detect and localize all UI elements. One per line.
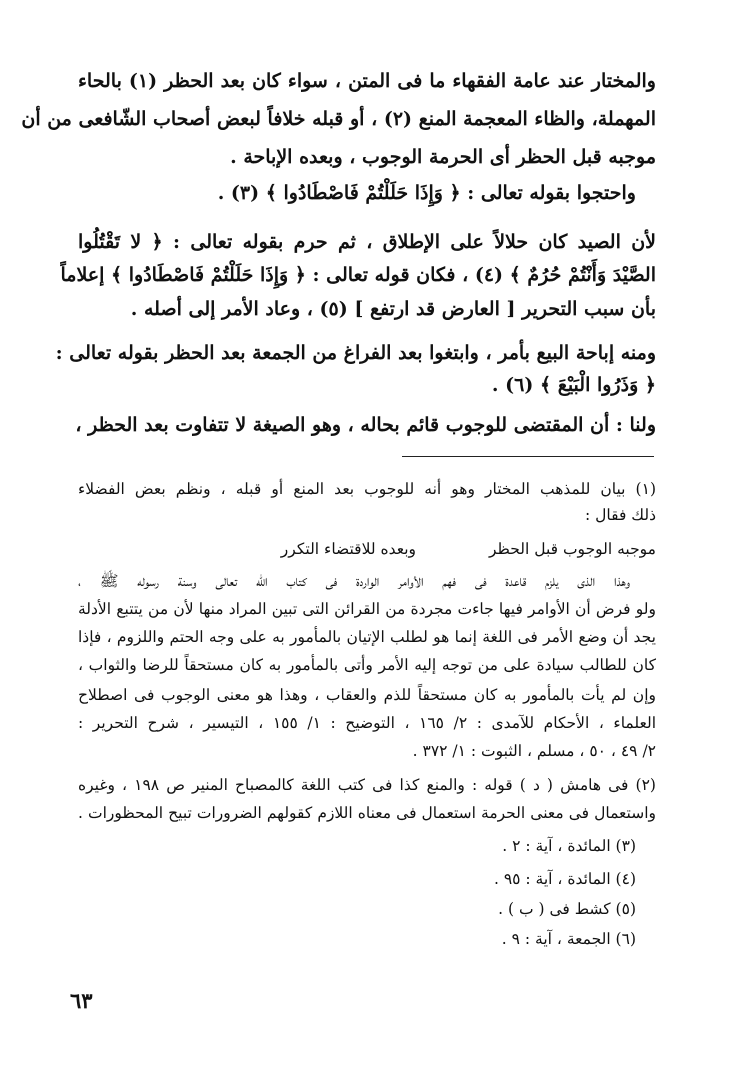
page-number: ٦٣ (70, 988, 93, 1013)
main-line-2: المهملة، والظاء المعجمة المنع (٢) ، أو قبله خلافاً لبعض أصحاب الشّافعى من أن (21, 108, 656, 130)
main-line-6: الصَّيْدَ وَأَنْتُمْ حُرُمٌ ﴾ (٤) ، فكان قوله تعالى : ﴿ وَإِذَا حَلَلْتُمْ فَاصْطَادُوا ﴾ إعلاماً (60, 264, 656, 286)
footnote-line-5: يجد أن وضع الأمر فى اللغة إنما هو لطلب الإتيان بالمأمور به على وجه الحتم واللزوم ، فإذا (78, 628, 656, 646)
footnote-line-4: ولو فرض أن الأوامر فيها جاءت مجردة من القرائن التى تبين المراد منها لأن من يتتبع الأدلة (78, 600, 656, 618)
main-line-1: والمختار عند عامة الفقهاء ما فى المتن ، سواء كان بعد الحظر (١) بالحاء (78, 70, 656, 92)
main-line-7: بأن سبب التحرير [ العارض قد ارتفع ] (٥) ، وعاد الأمر إلى أصله . (130, 298, 656, 320)
main-line-3: موجبه قبل الحظر أى الحرمة الوجوب ، وبعده الإباحة . (230, 146, 656, 168)
main-line-9-verse: ﴿ وَذَرُوا الْبَيْعَ ﴾ (٦) . (491, 374, 656, 396)
footnote-line-8: العلماء ، الأحكام للآمدى : ٢/ ١٦٥ ، التوضيح : ١/ ١٥٥ ، التيسير ، شرح التحرير : (78, 714, 657, 732)
footnote-separator (402, 456, 654, 457)
footnote-line-9: ٢/ ٤٩ ، ٥٠ ، مسلم ، الثبوت : ١/ ٣٧٢ . (412, 742, 656, 760)
footnote-line-14: (٥) كشط فى ( ب ) . (498, 900, 636, 918)
footnote-line-15: (٦) الجمعة ، آية : ٩ . (501, 930, 636, 948)
footnote-line-3: وهذا الذى يلزم قاعدة فى فهم الأوامر الواردة فى كتاب الله تعالى وسنة رسوله ﷺ ، (78, 572, 630, 590)
main-line-8: ومنه إباحة البيع بأمر ، وابتغوا بعد الفراغ من الجمعة بعد الحظر بقوله تعالى : (55, 342, 656, 364)
footnote-line-13: (٤) المائدة ، آية : ٩٥ . (493, 870, 636, 888)
main-line-5: لأن الصيد كان حلالاً على الإطلاق ، ثم حرم بقوله تعالى : ﴿ لا تَقْتُلُوا (78, 231, 656, 253)
footnote-line-2: ذلك فقال : (585, 506, 656, 524)
poem-left-hemistich: وبعده للاقتضاء التكرر (280, 540, 416, 558)
main-line-10: ولنا : أن المقتضى للوجوب قائم بحاله ، وهو الصيغة لا تتفاوت بعد الحظر ، (75, 414, 656, 436)
footnote-line-10: (٢) فى هامش ( د ) قوله : والمنع كذا فى كتب اللغة كالمصباح المنير ص ١٩٨ ، وغيره (78, 776, 656, 794)
footnote-line-11: واستعمال فى معنى الحرمة استعمال فى معناه اللازم كقولهم الضرورات تبيح المحظورات . (78, 804, 656, 822)
footnote-line-1: (١) بيان للمذهب المختار وهو أنه للوجوب بعد المنع أو قبله ، ونظم بعض الفضلاء (78, 480, 656, 498)
footnote-line-7: وإن لم يأت بالمأمور به كان مستحقاً للذم والعقاب ، وهذا هو معنى الوجوب فى اصطلاح (78, 686, 656, 704)
footnote-line-6: كان للطالب سيادة على من توجه إليه الأمر وأتى بالمأمور به كان مستحقاً للرضا والثواب ، (78, 656, 656, 674)
poem-right-hemistich: موجبه الوجوب قبل الحظر (488, 540, 656, 558)
footnote-line-12: (٣) المائدة ، آية : ٢ . (502, 837, 636, 855)
main-line-4-verse: واحتجوا بقوله تعالى : ﴿ وَإِذَا حَلَلْتُمْ فَاصْطَادُوا ﴾ (٣) . (217, 182, 636, 204)
